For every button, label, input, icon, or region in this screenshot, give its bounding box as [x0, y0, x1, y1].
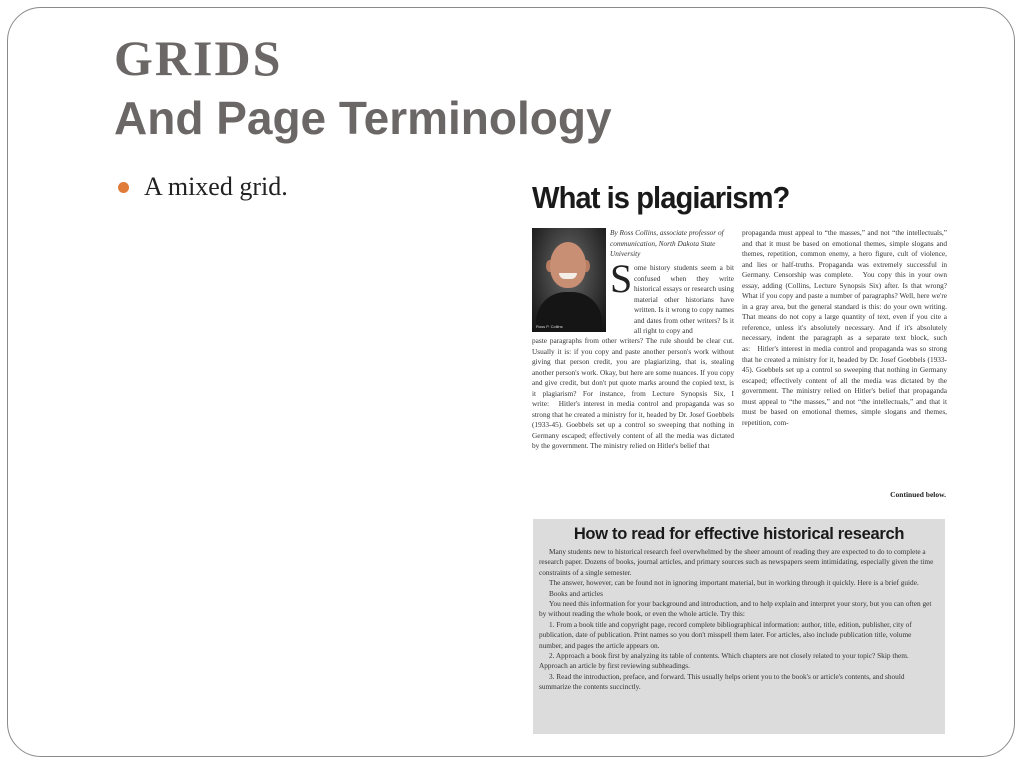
- slide-subtitle: And Page Terminology: [114, 92, 612, 144]
- author-photo: [532, 228, 606, 332]
- sidebar-paragraph: Many students new to historical research feel overwhelmed by the sheer amount of reading they are expected to do to complete a research paper. Dozens of books, journal articles, and primary sources such as newspapers seem intimidating, especially given the time constraints of a single semester.: [539, 547, 934, 577]
- sidebar-box: [533, 519, 945, 734]
- article-byline: By Ross Collins, associate professor of communication, North Dakota State University: [610, 228, 724, 259]
- sidebar-list-item: 1. From a book title and copyright page, record complete bibliographical information: author, title, edition, publisher, city of publication, date of publication. Print names so you don't misspell them later. For articles, also include publication title, volume number, and pages the article appears on.: [539, 619, 912, 650]
- sidebar-body: [539, 547, 937, 693]
- bullet-text: A mixed grid.: [144, 172, 288, 201]
- sidebar-subheading: Books and articles: [549, 588, 603, 598]
- article-column-2: propaganda must appeal to “the masses,” and not “the intellectuals,” and that it must be based on emotional themes, simple slogans and themes, repetition, common enemy, a hero figure, cult of violence, and lies or half-truths. Propaganda was extremely successful in Germany. Censorship was complete. You copy this in your own essay, adding (Collins, Lecture Synopsis Six) after. Is that wrong? What if you copy and paste a number of paragraphs? Well, here we're in a gray area, but the general standard is this: do your own writing. That means do not copy a large quantity of text, even if you cite a reference, unless it's absolutely necessary. And if it's absolutely necessary, indent the paragraph as a separate text block, such as: Hitler's interest in media control and propaganda was so strong that he created a ministry for it, headed by Dr. Josef Goebbels (1933-45). Goebbels set up a control so sweeping that nothing in Germany escaped; effectively content of all the media was dictated by the government. The ministry relied on Hitler's belief that propaganda must appeal to “the masses,” and not “the intellectuals,” and that it must be based on emotional themes, simple slogans and themes, repetition, com-: [742, 228, 947, 427]
- article-column-1-wrap: ome history students seem a bit confused when they write historical essays or research using material other historians have written. Is it wrong to copy names and dates from other writers? Is it all right to copy and: [634, 263, 734, 336]
- drop-cap: S: [610, 256, 633, 301]
- photo-head: [550, 242, 586, 288]
- sidebar-list-item: 2. Approach a book first by analyzing its table of contents. Which chapters are not closely related to your topic? Skip them. Approach an article by first reviewing subheadings.: [539, 651, 909, 671]
- article-column-1: paste paragraphs from other writers? The rule should be clear cut. Usually it is: if you copy and paste another person's work without giving that person credit, you are plagiarizing, that is, stealing another person's work. Okay, but here are some nuances. If you copy and give credit, but don't put quote marks around the copied text, is it plagiarism? For instance, from Lecture Synopsis Six, I write: Hitler's interest in media control and propaganda was so strong that he created a ministry for it, headed by Dr. Josef Goebbels (1933-45). Goebbels set up a control so sweeping that nothing in Germany escaped; effectively content of all the media was dictated by the government. The ministry relied on Hitler's belief that: [532, 336, 734, 451]
- photo-caption: Ross P. Collins: [536, 324, 563, 329]
- slide-title: GRIDS: [114, 30, 283, 86]
- sidebar-paragraph: You need this information for your background and introduction, and to help explain and interpret your story, but you can often get by without reading the whole book, or even the whole article. Try this:: [539, 599, 932, 619]
- sidebar-list-item: 3. Read the introduction, preface, and forward. This usually helps orient you to the book's or article's contents, and should summarize the contents succinctly.: [539, 671, 905, 692]
- bullet-dot-icon: [118, 182, 129, 193]
- article-title: What is plagiarism?: [532, 180, 790, 215]
- bullet-item: [118, 172, 288, 202]
- sidebar-paragraph: The answer, however, can be found not in ignoring important material, but in working through it quickly. Here is a brief guide.: [549, 578, 919, 588]
- continued-note: Continued below.: [890, 490, 946, 499]
- sidebar-title: How to read for effective historical research: [573, 525, 905, 543]
